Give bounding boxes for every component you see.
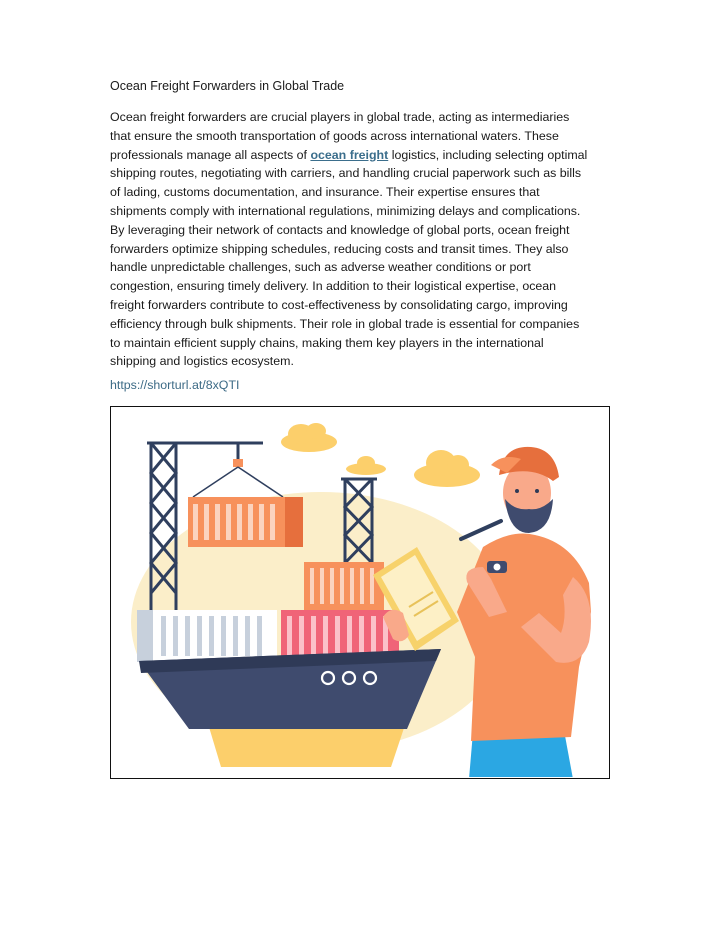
paragraph-line: By leveraging their network of contacts and knowledge of global ports, ocean freight: [110, 222, 570, 237]
paragraph-line: forwarders optimize shipping schedules, reducing costs and transit times. They also: [110, 241, 569, 256]
hanging-container: [188, 497, 303, 547]
paragraph-line: shipments comply with international regulations, minimizing delays and complications.: [110, 203, 581, 218]
paragraph-line: freight forwarders contribute to cost-effectiveness by consolidating cargo, improving: [110, 297, 568, 312]
source-link[interactable]: https://shorturl.at/8xQTI: [110, 378, 240, 392]
paragraph-line: that ensure the smooth transportation of goods across international waters. These: [110, 128, 559, 143]
paragraph-line: to maintain efficient supply chains, making them key players in the international: [110, 335, 544, 350]
shipping-illustration: [110, 406, 610, 779]
document-title: Ocean Freight Forwarders in Global Trade: [110, 79, 345, 93]
paragraph-text: professionals manage all aspects of: [110, 147, 311, 162]
cloud-icon: [414, 450, 480, 487]
paragraph-line: efficiency through bulk shipments. Their role in global trade is essential for companies: [110, 316, 580, 331]
paragraph-text: logistics, including selecting optimal: [388, 147, 588, 162]
paragraph-line: handle unpredictable challenges, such as adverse weather conditions or port: [110, 260, 531, 275]
body-paragraph: [110, 108, 615, 371]
paragraph-line: shipping routes, negotiating with carriers, and handling crucial paperwork such as bills: [110, 166, 582, 181]
ship-hull: [139, 649, 441, 729]
paragraph-line: shipping and logistics ecosystem.: [110, 354, 294, 369]
cloud-icon: [346, 456, 386, 475]
ocean-freight-keyword-link[interactable]: ocean freight: [310, 147, 389, 162]
paragraph-line: of lading, customs documentation, and insurance. Their expertise ensures that: [110, 185, 540, 200]
paragraph-line: congestion, ensuring timely delivery. In addition to their logistical expertise, ocean: [110, 279, 557, 294]
illustration-svg: [111, 407, 608, 777]
paragraph-line: Ocean freight forwarders are crucial players in global trade, acting as intermediaries: [110, 110, 570, 124]
paragraph-line: [110, 146, 615, 165]
pen-icon: [461, 521, 501, 539]
cloud-icon: [281, 423, 337, 452]
